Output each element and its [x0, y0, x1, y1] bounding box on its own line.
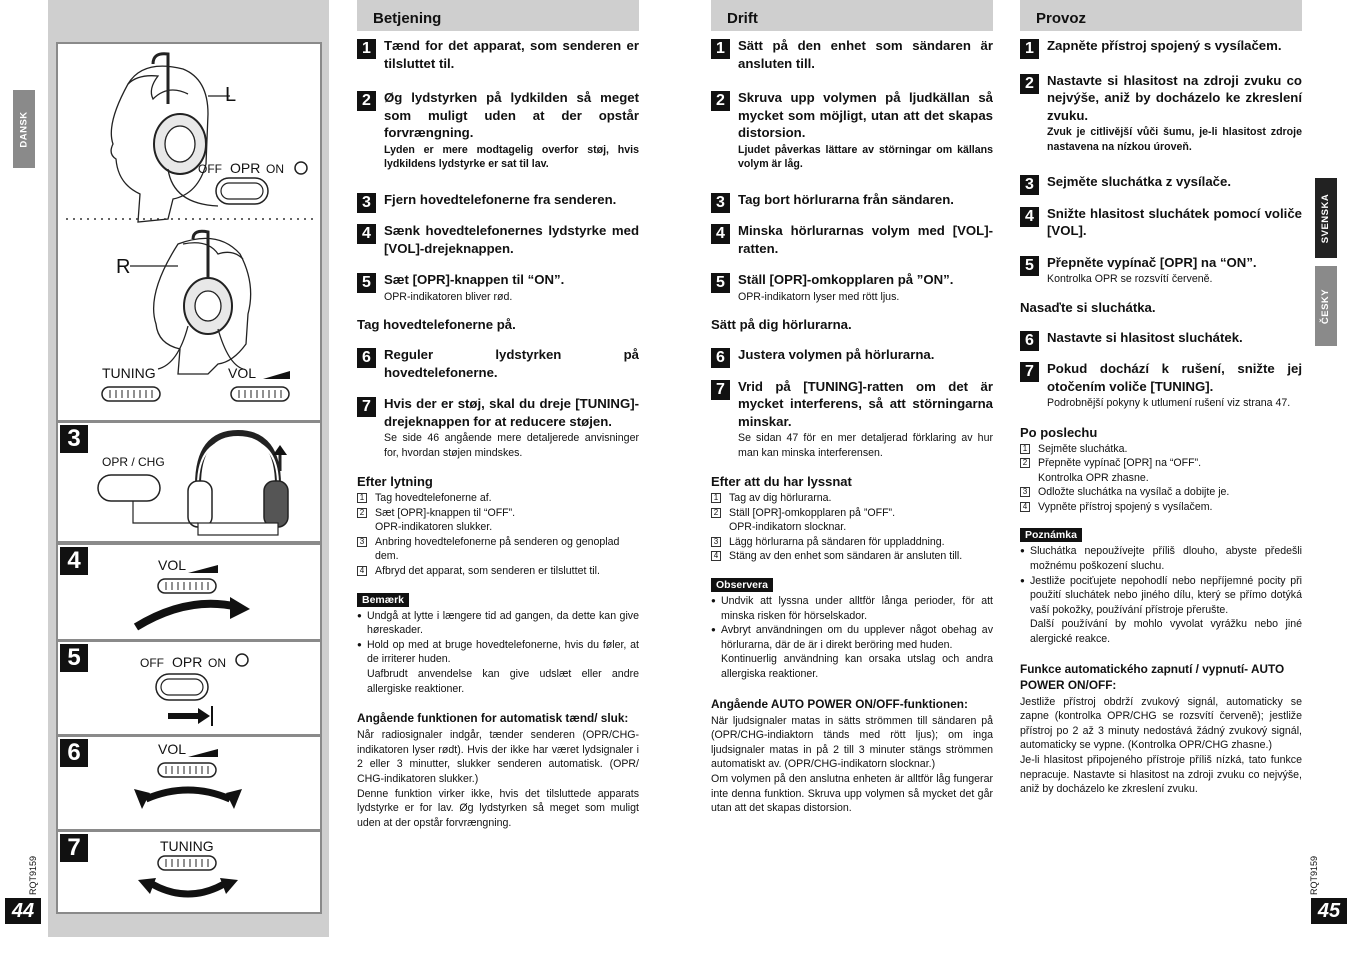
auto-power-paragraph-2: Je-li hlasitost připojeného přístroje příliš nízká, tato funkce nepracuje. Nastavte si hlasitost na zdroji zvuku co nejvýše, aniž by docházelo ke zkreslení zvuku. — [1020, 754, 1302, 796]
headphones-on-transmitter-drawing — [58, 423, 322, 543]
label-tuning: TUNING — [102, 365, 156, 381]
illustration-step-badge-7: 7 — [60, 834, 88, 862]
step-3: 3 Sejměte sluchátka z vysílače. — [1020, 173, 1302, 191]
step-5: 5 Sæt [OPR]-knappen til “ON”. OPR-indikatoren bliver rød. — [357, 271, 639, 304]
illustration-step-badge-5: 5 — [60, 644, 88, 672]
note-2: ● Hold op med at bruge hovedtelefonerne, hvis du føler, at de irriterer huden. Uafbrudt anvendelse kan give udslæt eller andre allergiske reaktioner. — [357, 638, 639, 696]
auto-power-heading: Angående funktionen for automatisk tænd/ sluk: — [357, 711, 629, 726]
step-7: 7 Vrid på [TUNING]-ratten om det är mycket interferens, så att störningarna minskar. Se sidan 47 för en mer detaljerad förklaring av hur man kan minska interferensen. — [711, 378, 993, 461]
illustration-step-6 — [56, 735, 322, 831]
after-item-2: 2 Přepněte vypínač [OPR] na “OFF”. Kontrolka OPR zhasne. — [1020, 456, 1302, 485]
vol-knob-turn-drawing — [58, 545, 322, 641]
switch-label-opr-step5: OPR — [172, 654, 203, 670]
step-2: 2 Skruva upp volymen på ljudkällan så mycket som möjligt, utan att det skapas distorsion. Ljudet påverkas lättare av störningar om källans volym är låg. — [711, 89, 993, 172]
auto-power-heading: Funkce automatického zapnutí / vypnutí- AUTO POWER ON/OFF: — [1020, 661, 1285, 692]
auto-power-heading: Angående AUTO POWER ON/OFF-funktionen: — [711, 696, 968, 711]
note-badge: Poznámka — [1020, 528, 1082, 542]
after-item-1: 1 Sejměte sluchátka. — [1020, 442, 1302, 457]
model-code-right: RQT9159 — [1309, 855, 1319, 895]
step-1: 1 Zapněte přístroj spojený s vysílačem. — [1020, 37, 1302, 55]
vol-knob-adjust-drawing — [58, 737, 322, 831]
auto-power-paragraph-2: Denne funktion virker ikke, hvis det tilsluttede apparats lydstyrke er for lav. Øg lydstyrken så meget som muligt uden at der opstår forvrængning. — [357, 787, 639, 829]
illustration-wearing-headphones — [56, 42, 322, 422]
step-3: 3 Tag bort hörlurarna från sändaren. — [711, 191, 993, 209]
switch-label-off-step5: OFF — [140, 656, 164, 670]
illustration-step-4 — [56, 543, 322, 641]
page-number-right: 45 — [1311, 898, 1347, 924]
step-4: 4 Minska hörlurarnas volym med [VOL]-ratten. — [711, 222, 993, 257]
switch-label-opr: OPR — [230, 160, 261, 176]
step-4: 4 Sænk hovedtelefonernes lydstyrke med [VOL]-drejeknappen. — [357, 222, 639, 257]
note-2: ● Jestliže pociťujete nepohodlí nebo nepříjemné pocity při použití sluchátek nebo jiného dílu, který se přímo dotýká vaší pokožky, používání přístroje přerušte. Další používání by mohlo vyvolat vyrážku nebo jiné alergické reakce. — [1020, 574, 1302, 647]
illustration-step-7 — [56, 830, 322, 914]
step-2: 2 Nastavte si hlasitost na zdroji zvuku co nejvýše, aniž by docházelo ke zkreslení zvuku. Zvuk je citlivější vůči šumu, je-li hlasitost zdroje nastavena na nízkou úroveň. — [1020, 72, 1302, 155]
label-vol: VOL — [228, 365, 257, 381]
after-item-3: 3 Anbring hovedtelefonerne på senderen og genoplad dem. — [357, 535, 639, 564]
after-heading: Efter att du har lyssnat — [711, 474, 852, 489]
instruction-put-on: Sätt på dig hörlurarna. — [711, 317, 852, 332]
after-item-3: 3 Lägg hörlurarna på sändaren för uppladdning. — [711, 535, 993, 550]
after-item-3: 3 Odložte sluchátka na vysílač a dobijte je. — [1020, 485, 1302, 500]
step-6: 6 Reguler lydstyrken på hovedtelefonerne. — [357, 346, 639, 381]
label-left-ear: L — [225, 84, 237, 106]
illustration-step-badge-6: 6 — [60, 739, 88, 767]
note-1: ● Undgå at lytte i længere tid ad gangen, da dette kan give høreskader. — [357, 609, 639, 638]
note-1: ● Undvik att lyssna under alltför långa perioder, för att minska risken för hörselskador. — [711, 594, 993, 623]
after-item-1: 1 Tag hovedtelefonerne af. — [357, 491, 639, 506]
illustration-step-badge-3: 3 — [60, 425, 88, 453]
label-vol-step6: VOL — [158, 741, 187, 757]
note-badge: Bemærk — [357, 593, 409, 607]
step-7: 7 Pokud dochází k rušení, snižte jej otočením voliče [TUNING]. Podrobnější pokyny k utlumení rušení viz strana 47. — [1020, 360, 1302, 411]
step-5: 5 Přepněte vypínač [OPR] na “ON”. Kontrolka OPR se rozsvítí červeně. — [1020, 254, 1302, 287]
after-heading: Efter lytning — [357, 474, 433, 489]
language-tab-czech: ČESKY — [1315, 266, 1337, 346]
after-item-4: 4 Vypněte přístroj spojený s vysílačem. — [1020, 500, 1302, 515]
switch-label-on-step5: ON — [208, 656, 226, 670]
language-tab-swedish: SVENSKA — [1315, 178, 1337, 258]
after-item-2: 2 Sæt [OPR]-knappen til “OFF”. OPR-indikatoren slukker. — [357, 506, 639, 535]
model-code-left: RQT9159 — [28, 855, 38, 895]
step-6: 6 Justera volymen på hörlurarna. — [711, 346, 993, 364]
column-danish — [357, 0, 639, 830]
auto-power-paragraph-1: Jestliže přístroj obdrží zvukový signál, automaticky se zapne (kontrolka OPR/CHG se rozsvítí červeně); jestliže přístroj po 2 až 3 minuty nedostává žádný zvukový signál, automaticky se vypne. (Kontrolka OPR/CHG zhasne.) — [1020, 695, 1302, 752]
auto-power-paragraph-2: Om volymen på den anslutna enheten är alltför låg fungerar inte denna funktion. Skruva upp volymen så mycket det går utan att det skapas distorsion. — [711, 772, 993, 815]
switch-label-on: ON — [266, 162, 284, 176]
head-figures-drawing — [58, 44, 322, 422]
section-heading: Provoz — [1020, 0, 1302, 31]
column-czech — [1020, 0, 1302, 797]
auto-power-paragraph-1: När ljudsignaler matas in sätts strömmen till sändaren på (OPR/CHG-indiaktorn tänds med rött ljus); om inga ljudsignaler matas in på 2 till 3 minuter stängs strömmen automatiskt av. (OPR/CHG-indikatorn slocknar.) — [711, 714, 993, 771]
after-item-2: 2 Ställ [OPR]-omkopplaren på ”OFF”. OPR-indikatorn slocknar. — [711, 506, 993, 535]
illustration-step-badge-4: 4 — [60, 547, 88, 575]
instruction-put-on: Nasaďte si sluchátka. — [1020, 299, 1156, 315]
section-heading: Betjening — [357, 0, 639, 31]
after-heading: Po poslechu — [1020, 424, 1098, 440]
label-vol-step4: VOL — [158, 557, 187, 573]
label-right-ear: R — [116, 256, 131, 278]
switch-label-off: OFF — [198, 162, 222, 176]
after-item-4: 4 Stäng av den enhet som sändaren är ansluten till. — [711, 549, 993, 564]
note-badge: Observera — [711, 578, 773, 592]
step-3: 3 Fjern hovedtelefonerne fra senderen. — [357, 191, 639, 209]
auto-power-paragraph-1: Når radiosignaler indgår, tænder senderen (OPR/CHG-indikatoren lyser rødt). Hvis der ikke har været lydsignaler i 2 eller 3 minutter, slukker senderen automatisk. (OPR/ CHG-indikatoren slukker.) — [357, 729, 639, 785]
language-tab-danish: DANSK — [13, 90, 35, 168]
step-5: 5 Ställ [OPR]-omkopplaren på ”ON”. OPR-indikatorn lyser med rött ljus. — [711, 271, 993, 304]
step-1: 1 Tænd for det apparat, som senderen er tilsluttet til. — [357, 37, 639, 72]
note-1: ● Sluchátka nepoužívejte příliš dlouho, abyste předešli možnému poškození sluchu. — [1020, 544, 1302, 573]
step-4: 4 Snižte hlasitost sluchátek pomocí voliče [VOL]. — [1020, 205, 1302, 240]
label-opr-chg: OPR / CHG — [102, 455, 165, 469]
step-2: 2 Øg lydstyrken på lydkilden så meget som muligt uden at der opstår forvrængning. Lyden er mere modtagelig overfor støj, hvis lydkildens lydstyrke er sat til lav. — [357, 89, 639, 172]
label-tuning-step7: TUNING — [160, 838, 214, 854]
step-7: 7 Hvis der er støj, skal du dreje [TUNING]-drejeknappen for at reducere støjen. Se side 46 angående mere detaljerede anvisninger for, hvordan støjen mindskes. — [357, 395, 639, 460]
page-number-left: 44 — [5, 898, 41, 924]
instruction-put-on: Tag hovedtelefonerne på. — [357, 317, 516, 332]
note-2: ● Avbryt användningen om du upplever något obehag av hörlurarna, där de är i direkt beröring med huden. Kontinuerlig användning kan orsaka utslag och andra allergiska reaktioner. — [711, 623, 993, 681]
after-item-4: 4 Afbryd det apparat, som senderen er tilsluttet til. — [357, 564, 639, 579]
illustration-step-3 — [56, 421, 322, 543]
step-1: 1 Sätt på den enhet som sändaren är ansluten till. — [711, 37, 993, 72]
column-swedish — [711, 0, 993, 816]
step-6: 6 Nastavte si hlasitost sluchátek. — [1020, 329, 1302, 347]
illustration-step-5 — [56, 640, 322, 736]
after-item-1: 1 Tag av dig hörlurarna. — [711, 491, 993, 506]
section-heading: Drift — [711, 0, 993, 31]
